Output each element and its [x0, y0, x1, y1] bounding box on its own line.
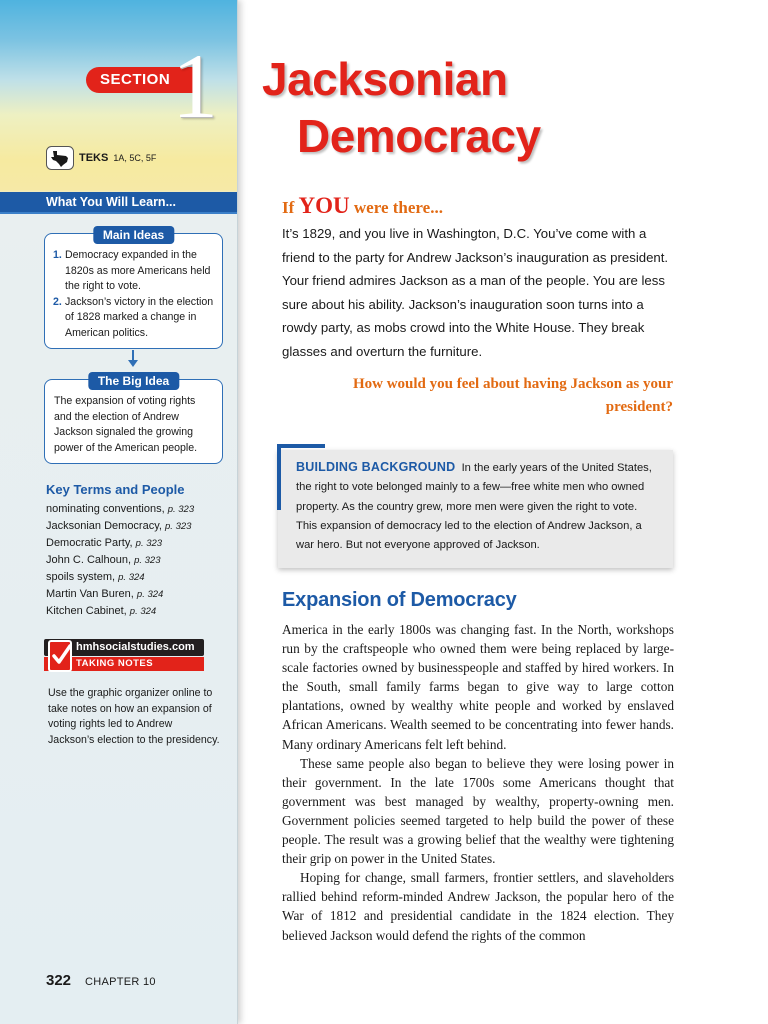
key-term-page: p. 324	[136, 589, 164, 600]
texas-icon	[46, 146, 74, 170]
sidebar	[0, 0, 238, 1024]
iyou-rest: were there...	[353, 198, 443, 217]
teks-row	[46, 146, 156, 170]
key-terms-list	[46, 501, 194, 620]
body-paragraph: Hoping for change, small farmers, frontier settlers, and slaveholders rallied behind reform-minded Andrew Jackson, the popular hero of the War of 1812 and presidential candidate in the 1824 election. They believed Jackson would defend the rights of the common	[282, 870, 674, 943]
expansion-body	[282, 620, 674, 945]
key-term-page: p. 323	[167, 504, 195, 515]
key-term: Democratic Party,	[46, 537, 133, 549]
building-background-text: In the early years of the United States, the right to vote belonged mainly to a few—free white men who owned property. As the country grew, more men were given the right to vote. This expansion of democracy led to the election of Andrew Jackson, a war hero. But not everyone approved of Jackson.	[296, 462, 652, 552]
teks-label: TEKS	[79, 152, 109, 164]
section-label: SECTION	[86, 67, 198, 93]
key-term: Martin Van Buren,	[46, 588, 134, 600]
body-paragraph: These same people also began to believe they were losing power in their government. In the late 1700s some Americans thought that government was best managed by wealthy, property-owning men. Government policies seemed targeted to help build the power of these people. The result was a growing belief that the wealthy were tightening their grip on power in the United States.	[282, 755, 674, 867]
key-terms-heading: Key Terms and People	[46, 482, 185, 497]
teks-codes: 1A, 5C, 5F	[113, 153, 157, 163]
taking-notes-label: TAKING NOTES	[44, 657, 204, 671]
section-number: 1	[172, 35, 218, 137]
key-term-page: p. 324	[129, 606, 157, 617]
what-you-will-learn-label: What You Will Learn...	[46, 195, 176, 209]
taking-notes-text: Use the graphic organizer online to take notes on how an expansion of voting rights led to Andrew Jackson’s election to the presidency.	[48, 687, 220, 747]
page-number: 322	[46, 972, 72, 989]
chapter-label: CHAPTER 10	[85, 976, 156, 988]
building-background-box	[278, 450, 673, 568]
key-term-item	[46, 603, 194, 620]
key-term: John C. Calhoun,	[46, 554, 131, 566]
corner-accent	[277, 444, 325, 448]
key-term-page: p. 323	[165, 521, 192, 532]
key-term-item	[46, 569, 194, 586]
main-ideas-box	[44, 228, 223, 349]
key-term-item	[46, 535, 194, 552]
main-idea-item	[53, 248, 214, 295]
checkmark-icon	[46, 637, 76, 675]
main-idea-number: 2.	[53, 295, 62, 308]
key-term-item	[46, 501, 194, 518]
key-term: Jacksonian Democracy,	[46, 520, 162, 532]
key-term-item	[46, 552, 194, 569]
key-term-page: p. 324	[118, 572, 145, 583]
big-idea-box	[44, 374, 223, 464]
big-idea-text: The expansion of voting rights and the election of Andrew Jackson signaled the growing power of the American people.	[54, 395, 198, 454]
key-term: spoils system,	[46, 571, 116, 583]
main-idea-item	[53, 295, 214, 342]
building-background-label: BUILDING BACKGROUND	[296, 460, 456, 474]
key-term-page: p. 323	[134, 555, 161, 566]
if-you-were-there-body: It’s 1829, and you live in Washington, D.C. You’ve come with a friend to the party for Andrew Jackson’s inauguration as president. Your friend admires Jackson as a man of the people. You are less sure about his ability. Jackson’s inauguration soon turns into a rowdy party, as mobs crowd into the White House. They break glasses and overturn the furniture.	[282, 226, 669, 359]
building-background-content	[296, 458, 661, 555]
hmh-site-link[interactable]: hmhsocialstudies.com	[44, 639, 204, 656]
key-term-item	[46, 586, 194, 603]
if-you-were-there-question: How would you feel about having Jackson as your president?	[352, 376, 673, 415]
main-idea-number: 1.	[53, 249, 62, 261]
what-you-will-learn-bar	[0, 192, 237, 214]
main-ideas-title: Main Ideas	[93, 226, 174, 244]
corner-accent	[277, 444, 281, 510]
body-paragraph: America in the early 1800s was changing fast. In the North, workshops run by the craftspeople who owned them were being replaced by large-scale factories owned by businesspeople and staffed by hired workers. In the South, small family farms began to give way to large cotton plantations, owned by wealthy white people and worked by enslaved African Americans. Wealth seemed to be concentrating into fewer hands. Many ordinary Americans felt left behind.	[282, 622, 674, 752]
main-idea-text: Democracy expanded in the 1820s as more Americans held the right to vote.	[65, 249, 211, 292]
taking-notes-badge[interactable]	[44, 639, 204, 675]
iyou-you: YOU	[298, 193, 350, 218]
main-ideas-list	[53, 248, 214, 341]
section-title-line-2: Democracy	[297, 110, 541, 162]
key-term-item	[46, 518, 194, 535]
key-term: nominating conventions,	[46, 503, 165, 515]
main-idea-text: Jackson’s victory in the election of 1828 marked a change in American politics.	[65, 295, 214, 339]
expansion-heading: Expansion of Democracy	[282, 589, 517, 611]
key-term-page: p. 323	[135, 538, 163, 549]
section-title-line-1: Jacksonian	[262, 53, 508, 105]
iyou-if: If	[282, 198, 295, 217]
key-term: Kitchen Cabinet,	[46, 605, 127, 617]
if-you-were-there-heading	[282, 193, 443, 219]
big-idea-title: The Big Idea	[88, 372, 179, 390]
down-arrow-icon	[128, 360, 138, 367]
